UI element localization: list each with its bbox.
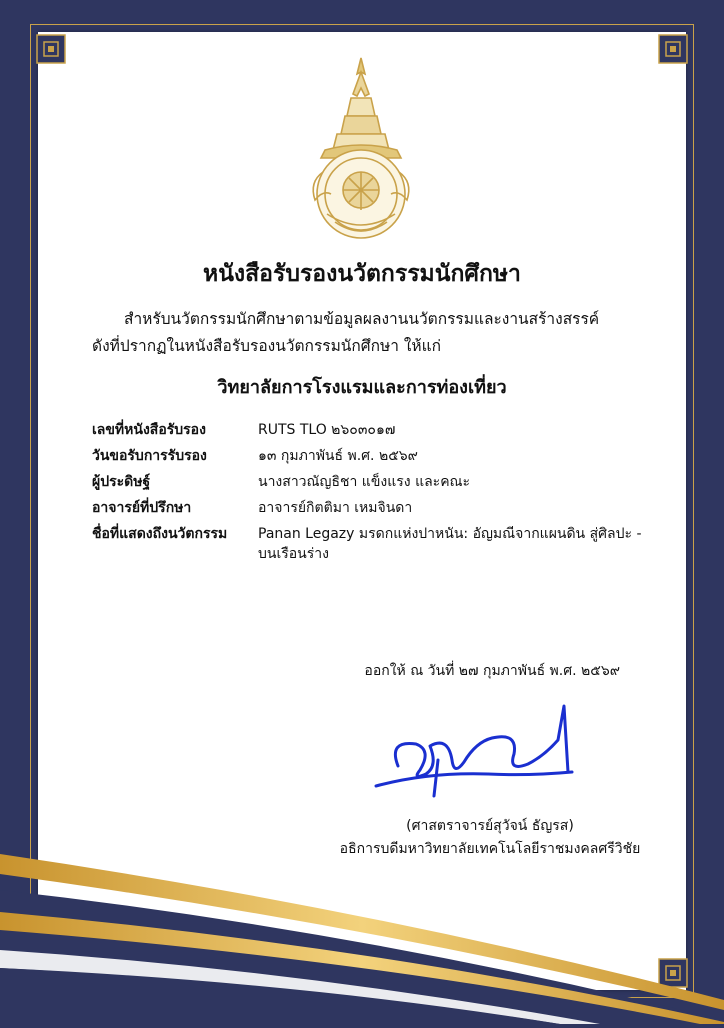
- detail-row: [92, 446, 652, 466]
- detail-row: [92, 524, 652, 564]
- certificate-details: [92, 420, 652, 570]
- certificate-intro: [92, 306, 652, 360]
- detail-label: ผู้ประดิษฐ์: [92, 474, 151, 490]
- signer-position: อธิการบดีมหาวิทยาลัยเทคโนโลยีราชมงคลศรีวิชัย: [339, 841, 641, 857]
- recipient-name: วิทยาลัยการโรงแรมและการท่องเที่ยว: [217, 377, 507, 398]
- corner-ornament-icon: [658, 34, 688, 64]
- detail-label: วันขอรับการรับรอง: [92, 448, 207, 464]
- detail-label: เลขที่หนังสือรับรอง: [92, 422, 206, 438]
- detail-value: RUTS TLO ๒๖๐๓๐๑๗: [258, 422, 396, 438]
- university-emblem-icon: [305, 54, 417, 242]
- detail-label: ชื่อที่แสดงถึงนวัตกรรม: [92, 526, 228, 542]
- signature-icon: [368, 700, 578, 800]
- corner-ornament-icon: [36, 34, 66, 64]
- detail-row: [92, 498, 652, 518]
- detail-row: [92, 420, 652, 440]
- intro-line-2: ดังที่ปรากฏในหนังสือรับรองนวัตกรรมนักศึกษา ให้แก่: [92, 337, 442, 355]
- detail-label: อาจารย์ที่ปรึกษา: [92, 500, 192, 516]
- detail-value: ๑๓ กุมภาพันธ์ พ.ศ. ๒๕๖๙: [258, 448, 418, 464]
- detail-value: นางสาวณัญธิชา แข็งแรง และคณะ: [258, 474, 471, 490]
- signer-name: (ศาสตราจารย์สุวัจน์ ธัญรส): [406, 818, 574, 834]
- detail-value: อาจารย์กิตติมา เหมจินดา: [258, 500, 413, 516]
- issue-date: ออกให้ ณ วันที่ ๒๗ กุมภาพันธ์ พ.ศ. ๒๕๖๙: [364, 663, 620, 679]
- intro-line-1: สำหรับนวัตกรรมนักศึกษาตามข้อมูลผลงานนวัตกรรมและงานสร้างสรรค์: [124, 310, 600, 328]
- detail-row: [92, 472, 652, 492]
- certificate-title: หนังสือรับรองนวัตกรรมนักศึกษา: [203, 261, 521, 287]
- detail-value: Panan Legazy มรดกแห่งปาหนัน: อัญมณีจากแผนดิน สู่ศิลปะ - บนเรือนร่าง: [258, 526, 642, 562]
- decorative-swoosh: [0, 850, 724, 1024]
